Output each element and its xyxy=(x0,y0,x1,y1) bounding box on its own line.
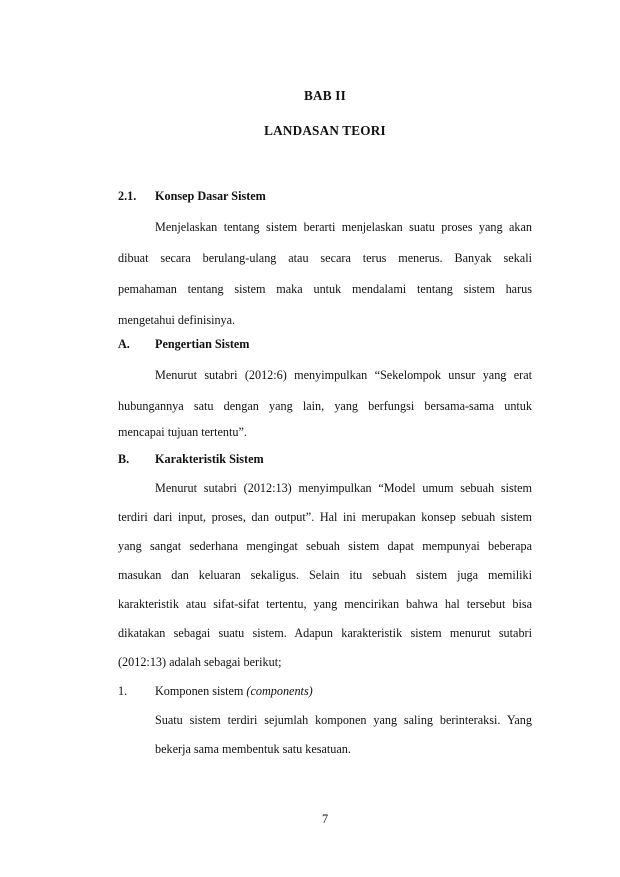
section-title: Konsep Dasar Sistem xyxy=(155,189,266,203)
paragraph-line: dibuat secara berulang-ulang atau secara terus menerus. Banyak sekali xyxy=(118,251,532,265)
paragraph-line: Menurut sutabri (2012:13) menyimpulkan “Model umum sebuah sistem xyxy=(155,481,532,495)
paragraph-line: pemahaman tentang sistem maka untuk mendalami tentang sistem harus xyxy=(118,282,532,296)
paragraph-line: yang sangat sederhana mengingat sebuah sistem dapat mempunyai beberapa xyxy=(118,539,532,553)
subheading-b-number: B. xyxy=(118,452,130,466)
section-number: 2.1. xyxy=(118,189,137,203)
paragraph-line: dikatakan sebagai suatu sistem. Adapun karakteristik sistem menurut sutabri xyxy=(118,626,532,640)
paragraph-line: Suatu sistem terdiri sejumlah komponen yang saling berinteraksi. Yang xyxy=(155,713,532,727)
page-number: 7 xyxy=(321,812,329,826)
paragraph-line: mencapai tujuan tertentu”. xyxy=(118,425,247,439)
paragraph-line: terdiri dari input, proses, dan output”. Hal ini merupakan konsep sebuah sistem xyxy=(118,510,532,524)
subheading-b-title: Karakteristik Sistem xyxy=(155,452,264,466)
list-item-number: 1. xyxy=(118,684,128,698)
list-item-label-italic: (components) xyxy=(246,684,313,698)
subheading-b xyxy=(118,451,532,467)
subheading-a-title: Pengertian Sistem xyxy=(155,337,250,351)
list-item-1 xyxy=(118,683,532,699)
subheading-a-number: A. xyxy=(118,337,130,351)
chapter-number: BAB II xyxy=(304,88,346,103)
chapter-title: LANDASAN TEORI xyxy=(264,123,386,138)
paragraph-line: bekerja sama membentuk satu kesatuan. xyxy=(155,742,351,756)
subheading-a xyxy=(118,336,532,352)
paragraph-line: Menjelaskan tentang sistem berarti menjelaskan suatu proses yang akan xyxy=(155,220,532,234)
paragraph-line: karakteristik atau sifat-sifat tertentu, yang mencirikan bahwa hal tersebut bisa xyxy=(118,597,532,611)
paragraph-line: hubungannya satu dengan yang lain, yang berfungsi bersama-sama untuk xyxy=(118,399,532,413)
paragraph-line: (2012:13) adalah sebagai berikut; xyxy=(118,655,282,669)
paragraph-line: Menurut sutabri (2012:6) menyimpulkan “Sekelompok unsur yang erat xyxy=(155,368,532,382)
list-item-label: Komponen sistem xyxy=(155,684,247,698)
section-heading xyxy=(118,188,532,204)
paragraph-line: mengetahui definisinya. xyxy=(118,313,236,327)
paragraph-line: masukan dan keluaran sekaligus. Selain itu sebuah sistem juga memiliki xyxy=(118,568,532,582)
